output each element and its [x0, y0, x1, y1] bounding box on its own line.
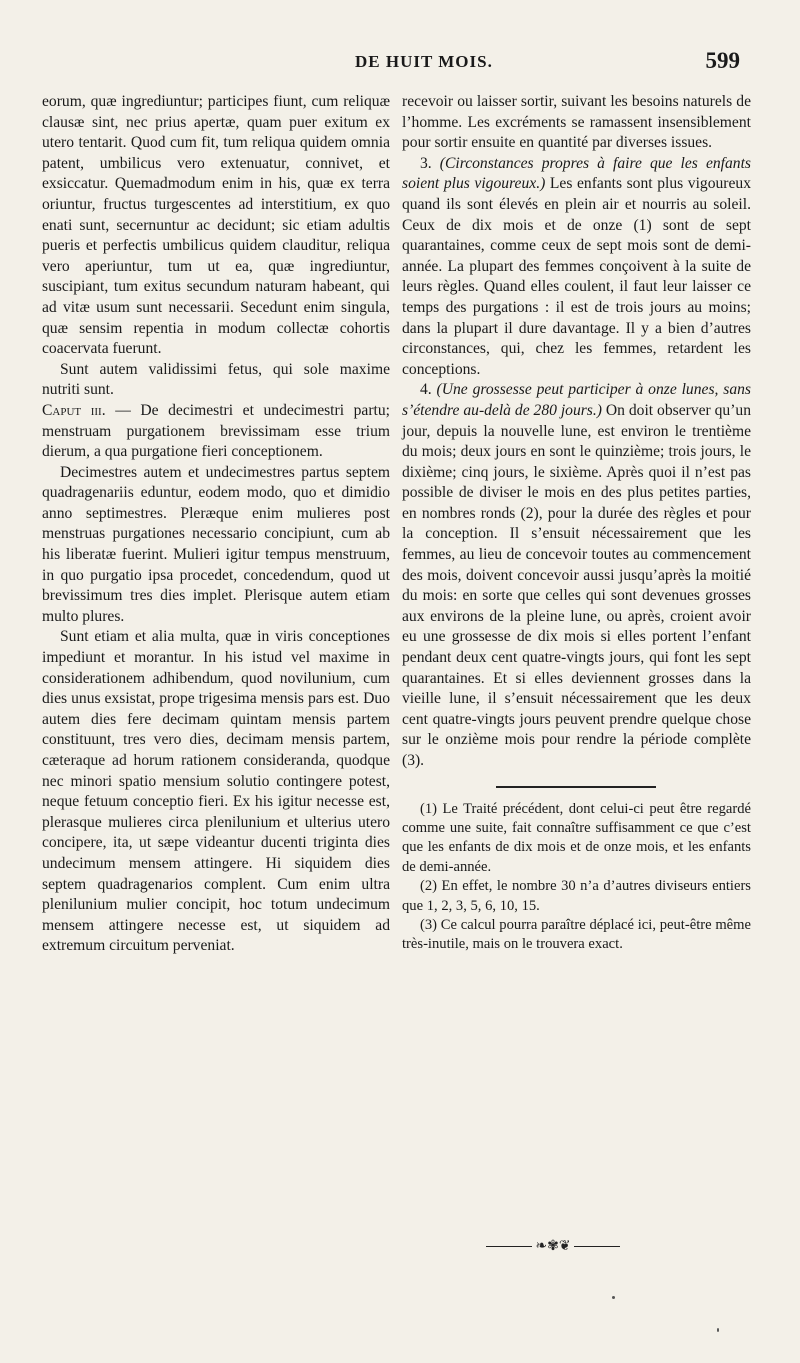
french-section-4: [402, 380, 751, 771]
page-header: [60, 48, 740, 82]
running-head: DE HUIT MOIS.: [355, 52, 493, 71]
footnote-divider: [496, 786, 656, 788]
footnotes: [402, 800, 751, 955]
section-number: 3.: [420, 154, 440, 172]
footnote: (2) En effet, le nombre 30 n’a d’autres diviseurs entiers que 1, 2, 3, 5, 6, 10, 15.: [402, 878, 751, 914]
section-number: 4.: [420, 381, 437, 399]
french-column: [402, 92, 751, 955]
caput-summary: — De decimestri et undecimestri partu; menstruam purgationem brevissimam esse trium dierum, a qua purgatione fieri conceptionem.: [42, 401, 390, 461]
ink-speck: [612, 1296, 615, 1299]
section-title: (Une grossesse peut participer à onze lunes, sans s’étendre au-delà de 280 jours.): [402, 381, 751, 419]
section-text: On doit observer qu’un jour, depuis la nouvelle lune, est environ le trentième du mois; deux jours en sont le quinzième; trois jours, le dixième; cinq jours, le sixième. Après quoi il n’est pas possible de diviser le mois en des plus petites parties, en nombres ronds (2), pour la durée des règles et pour la conception. Il s’ensuit nécessairement que les femmes, au lieu de concevoir toutes au commencement des mois, doivent concevoir aussi jusqu’après la moitié du mois: en sorte que celles qui sont devenues grosses aux environs de la pleine lune, ou après, croient avoir eu une grossesse de dix mois si elles portent l’enfant pendant deux cent quatre-vingts jours, qui font les sept quarantaines. Et si elles deviennent grosses dans la vieille lune, il s’ensuit nécessairement que les deux cent quatre-vingts jours peuvent prendre quelque chose sur le onzième mois pour rendre la période complète (3).: [402, 401, 752, 769]
latin-column: [42, 92, 390, 957]
latin-paragraph-2: Sunt autem validissimi fetus, qui sole maxime nutriti sunt.: [42, 360, 390, 399]
latin-chapter-heading: [42, 401, 390, 463]
footnote: (1) Le Traité précédent, dont celui-ci peut être regardé comme une suite, fait connaître suffisamment ce que c’est que les enfants de dix mois et de onze mois, et les enfants de demi-année.: [402, 800, 751, 875]
latin-paragraph-5: Sunt etiam et alia multa, quæ in viris conceptiones impediunt et morantur. In his istud vel maxime in considerationem adhibendum, quod novilunium, cum dies unus exsistat, prope trigesima mensis pars est. Duo autem dies fere decimam quintam mensis partem constituunt, tres vero dies, decimam mensis partem, cæteraque ad horum rationem consideranda, quodque nec minori spatio mensium solutio contingere potest, neque fetuum conceptio fieri. Ex his igitur necesse est, plerasque mulieres circa plenilunium et ulterius utero concipere, ita, ut sæpe videantur ducenti triginta dies undecimum mensem attingere. Hi siquidem dies septem quadragenarios complent. Cum enim ultra plenilunium mulier concipit, hoc totum undecimum mensem attingere necesse est, ut siquidem ad extremum circuitum perveniat.: [42, 628, 390, 955]
french-paragraph-1: recevoir ou laisser sortir, suivant les besoins naturels de l’homme. Les excréments se ramassent insensiblement pour sortir ensuite en quantité par diverses issues.: [402, 93, 751, 152]
latin-paragraph-1: eorum, quæ ingrediuntur; participes fiunt, cum reliquæ clausæ sint, nec prius apertæ, quam puer exitum ex utero tentarit. Quod cum fit, tum reliqua quidem omnia patent, umbilicus vero extenuatur, connivet, et exsiccatur. Quemadmodum enim in his, quæ ex terra oriuntur, fructus turgescentes ad interstitium, ex quo enati sunt, secernuntur ac decidunt; sic etiam adultis pueris et perfectis umbilicus quidem clauditur, reliqua vero aperiuntur, tum ut ea, quæ ingrediuntur, suscipiant, tum exitus secundum naturam habeant, qui ad vitæ usum sunt necessarii. Secedunt enim singula, quæ sensim repentia in modum collectæ cohortis coacervata fuerunt.: [42, 93, 390, 358]
ornament-line-right: [574, 1246, 620, 1247]
ornament-line-left: [486, 1246, 532, 1247]
end-ornament: [468, 1238, 638, 1255]
french-section-3: [402, 154, 751, 381]
page-number: 599: [705, 48, 740, 73]
ink-speck: [717, 1328, 719, 1332]
caput-label: Caput iii.: [42, 401, 106, 419]
fleuron-icon: ❧✾❦: [535, 1239, 571, 1254]
footnote: (3) Ce calcul pourra paraître déplacé ici, peut-être même très-inutile, mais on le trouvera exact.: [402, 917, 751, 953]
section-title: (Circonstances propres à faire que les enfants soient plus vigoureux.): [402, 154, 752, 193]
section-text: Les enfants sont plus vigoureux quand ils sont élevés en plein air et nourris au soleil. Ceux de dix mois et de onze (1) sont de sept quarantaines, comme ceux de sept mois sont de demi-année. La plupart des femmes conçoivent à la suite de leurs règles. Quand elles coulent, il faut leur laisser ce temps des purgations : il est de trois jours au moins; dans la plupart il dure davantage. Il y a bien d’autres circonstances, qui, chez les femmes, retardent les conceptions.: [402, 175, 751, 378]
latin-paragraph-4: Decimestres autem et undecimestres partus septem quadragenariis eduntur, eodem modo, quo et dimidio anno septimestres. Pleræque enim mulieres post menstruas purgationes necessario concipiunt, cum ab his liberatæ fuerint. Mulieri igitur tempus menstruum, in quo purgatio ipsa procedet, concedendum, quod ut brevissimum tres dies implet. Plerisque autem etiam multo plures.: [42, 463, 390, 625]
